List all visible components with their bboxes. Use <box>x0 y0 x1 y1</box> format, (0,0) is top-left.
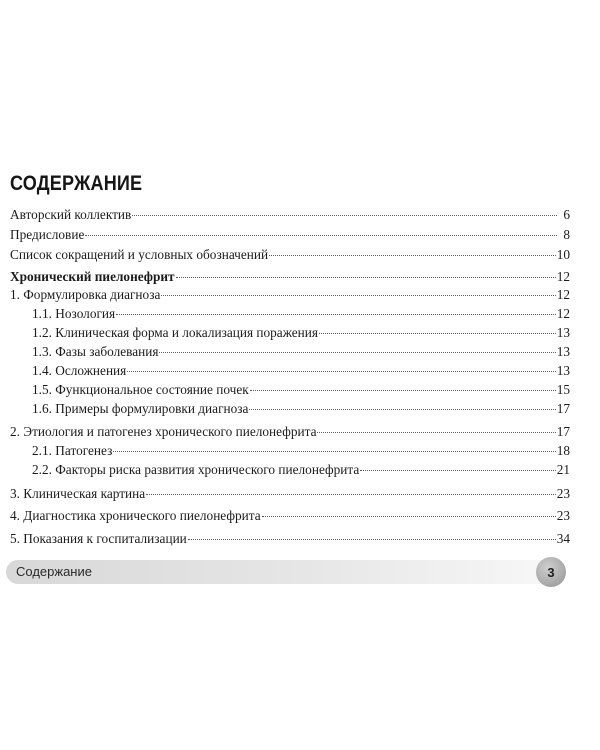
toc-entry[interactable] <box>10 245 570 265</box>
toc-entry-label: Клиническая картина <box>23 486 146 501</box>
toc-entry[interactable] <box>10 205 570 225</box>
leader-dots <box>317 431 555 433</box>
toc-entry-page: 12 <box>556 306 570 321</box>
toc-entry-number: 3. <box>10 486 24 501</box>
toc-entry[interactable] <box>10 506 570 526</box>
toc-entry-page: 23 <box>556 486 570 501</box>
toc-entry-number: 1.1. <box>32 306 56 321</box>
toc-entry-label: Этиология и патогенез хронического пиелонефрита <box>23 424 317 439</box>
toc-entry-page: 13 <box>556 363 570 378</box>
toc-entry-label: Список сокращений и условных обозначений <box>10 247 269 262</box>
leader-dots <box>159 351 555 353</box>
toc-entry-label: Патогенез <box>55 443 113 458</box>
toc-entry-number: 1.2. <box>32 325 56 340</box>
toc-entry[interactable] <box>10 225 570 245</box>
toc-entry-page: 17 <box>556 424 570 439</box>
toc-subentry[interactable] <box>10 460 570 480</box>
toc-entry-label: Предисловие <box>10 227 85 242</box>
toc-entry-label: Осложнения <box>55 363 127 378</box>
toc-entry-page: 12 <box>556 287 570 302</box>
footer-section-label: Содержание <box>16 564 92 579</box>
toc-entry-number: 2.1. <box>32 443 56 458</box>
toc-entry[interactable] <box>10 484 570 504</box>
toc-entry-label: Функциональное состояние почек <box>55 382 249 397</box>
toc-entry-page: 18 <box>556 443 570 458</box>
leader-dots <box>262 515 556 517</box>
leader-dots <box>113 450 555 452</box>
toc-entry-label: Авторский коллектив <box>10 207 132 222</box>
leader-dots <box>319 332 556 334</box>
leader-dots <box>146 493 556 495</box>
toc-entry-page: 6 <box>563 207 570 222</box>
toc-entry-label: Хронический пиелонефрит <box>10 269 175 284</box>
toc-subentry[interactable] <box>10 441 570 461</box>
toc-entry-page: 13 <box>556 344 570 359</box>
leader-dots <box>85 234 557 236</box>
toc-entry-label: Факторы риска развития хронического пиелонефрита <box>55 462 360 477</box>
toc-subentry[interactable] <box>10 380 570 400</box>
toc-entry-label: Нозология <box>55 306 116 321</box>
leader-dots <box>127 370 555 372</box>
leader-dots <box>269 254 556 256</box>
toc-entry[interactable] <box>10 285 570 305</box>
toc-entry-number: 1.3. <box>32 344 56 359</box>
toc-entry-number: 1.5. <box>32 382 56 397</box>
toc-subentry[interactable] <box>10 323 570 343</box>
toc-entry-number: 1. <box>10 287 24 302</box>
toc-entry-page: 17 <box>556 401 570 416</box>
toc-entry-label: Клиническая форма и локализация поражения <box>55 325 318 340</box>
leader-dots <box>188 538 556 540</box>
leader-dots <box>132 214 557 216</box>
toc-entry-label: Фазы заболевания <box>55 344 159 359</box>
toc-entry-number: 4. <box>10 508 24 523</box>
toc-entry-label: Показания к госпитализации <box>23 531 187 546</box>
toc-entry-page: 12 <box>556 269 570 284</box>
leader-dots <box>161 294 555 296</box>
leader-dots <box>176 276 556 278</box>
leader-dots <box>249 408 555 410</box>
toc-entry-label: Диагностика хронического пиелонефрита <box>23 508 261 523</box>
toc-subentry[interactable] <box>10 361 570 381</box>
toc-subentry[interactable] <box>10 342 570 362</box>
toc-entry-page: 8 <box>563 227 570 242</box>
toc-section-heading[interactable] <box>10 267 570 287</box>
toc-entry-page: 13 <box>556 325 570 340</box>
page-number-badge <box>536 557 566 587</box>
leader-dots <box>116 313 556 315</box>
toc-entry-page: 23 <box>556 508 570 523</box>
toc-entry-number: 2. <box>10 424 24 439</box>
leader-dots <box>360 469 555 471</box>
toc-subentry[interactable] <box>10 399 570 419</box>
toc-entry-number: 1.6. <box>32 401 56 416</box>
footer-bar <box>6 560 546 584</box>
toc-entry-page: 21 <box>556 462 570 477</box>
toc-entry-number: 2.2. <box>32 462 56 477</box>
toc-entry-page: 15 <box>556 382 570 397</box>
toc-entry-number: 5. <box>10 531 24 546</box>
toc-entry[interactable] <box>10 529 570 549</box>
toc-entry-page: 10 <box>556 247 570 262</box>
toc-entry-page: 34 <box>556 531 570 546</box>
leader-dots <box>250 389 556 391</box>
page-number: 3 <box>547 564 555 580</box>
toc-entry[interactable] <box>10 422 570 442</box>
toc-subentry[interactable] <box>10 304 570 324</box>
page-title: СОДЕРЖАНИЕ <box>10 172 143 195</box>
toc-entry-label: Примеры формулировки диагноза <box>55 401 249 416</box>
toc-entry-label: Формулировка диагноза <box>23 287 161 302</box>
toc-entry-number: 1.4. <box>32 363 56 378</box>
